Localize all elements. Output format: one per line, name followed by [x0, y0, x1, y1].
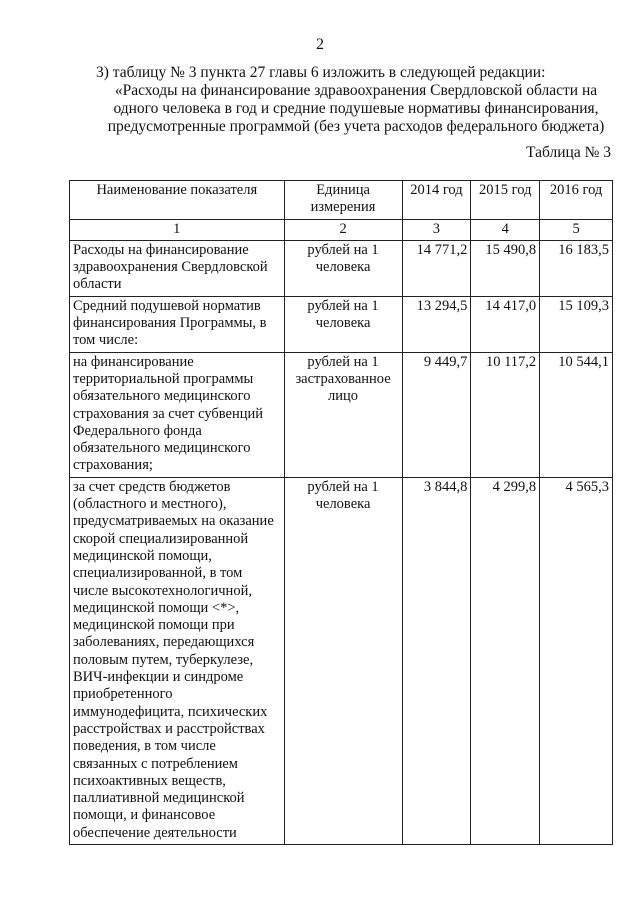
- column-number: 5: [540, 219, 613, 240]
- header-2016: 2016 год: [540, 181, 613, 220]
- table-label: Таблица № 3: [526, 144, 611, 161]
- column-number: 1: [70, 219, 285, 240]
- value-2016: 16 183,5: [540, 240, 613, 296]
- unit-cell: рублей на 1 человека: [284, 477, 402, 844]
- indicator-name: за счет средств бюджетов (областного и местного), предусматриваемых на оказание скорой специализированной медицинской помощи, специализированной, в том числе высокотехнологичной, медицинской помощи <*>, медицинской помощи при заболеваниях, передающихся половым путем, туберкулезе, ВИЧ-инфекции и синдроме приобретенного иммунодефицита, психических расстройствах и расстройствах поведения, в том числе связанных с потреблением психоактивных веществ, паллиативной медицинской помощи, и финансовое обеспечение деятельности: [70, 477, 285, 844]
- header-indicator: Наименование показателя: [70, 181, 285, 220]
- financing-table: [69, 180, 613, 845]
- value-2016: 10 544,1: [540, 352, 613, 477]
- value-2015: 14 417,0: [471, 296, 540, 352]
- unit-cell: рублей на 1 человека: [284, 240, 402, 296]
- column-number: 3: [402, 219, 471, 240]
- value-2015: 10 117,2: [471, 352, 540, 477]
- value-2015: 15 490,8: [471, 240, 540, 296]
- table-row: [70, 352, 613, 477]
- value-2014: 3 844,8: [402, 477, 471, 844]
- column-number: 4: [471, 219, 540, 240]
- header-2014: 2014 год: [402, 181, 471, 220]
- table-row: [70, 240, 613, 296]
- value-2016: 15 109,3: [540, 296, 613, 352]
- header-2015: 2015 год: [471, 181, 540, 220]
- value-2014: 9 449,7: [402, 352, 471, 477]
- header-unit: Единица измерения: [284, 181, 402, 220]
- indicator-name: на финансирование территориальной программы обязательного медицинского страхования за счет субвенций Федерального фонда обязательного медицинского страхования;: [70, 352, 285, 477]
- page-number: 2: [316, 36, 324, 53]
- header-row: [70, 181, 613, 220]
- indicator-name: Средний подушевой норматив финансирования Программы, в том числе:: [70, 296, 285, 352]
- column-number: 2: [284, 219, 402, 240]
- table-row: [70, 296, 613, 352]
- value-2014: 14 771,2: [402, 240, 471, 296]
- value-2015: 4 299,8: [471, 477, 540, 844]
- value-2014: 13 294,5: [402, 296, 471, 352]
- amendment-line: 3) таблицу № 3 пункта 27 главы 6 изложить в следующей редакции:: [96, 64, 546, 81]
- unit-cell: рублей на 1 застрахованное лицо: [284, 352, 402, 477]
- value-2016: 4 565,3: [540, 477, 613, 844]
- indicator-name: Расходы на финансирование здравоохранения Свердловской области: [70, 240, 285, 296]
- table-caption: «Расходы на финансирование здравоохранения Свердловской области на одного человека в год и средние подушевые нормативы финансирования, предусмотренные программой (без учета расходов федерального бюджета): [107, 82, 605, 135]
- table-row: [70, 477, 613, 844]
- column-number-row: [70, 219, 613, 240]
- unit-cell: рублей на 1 человека: [284, 296, 402, 352]
- intro-text: [96, 64, 616, 136]
